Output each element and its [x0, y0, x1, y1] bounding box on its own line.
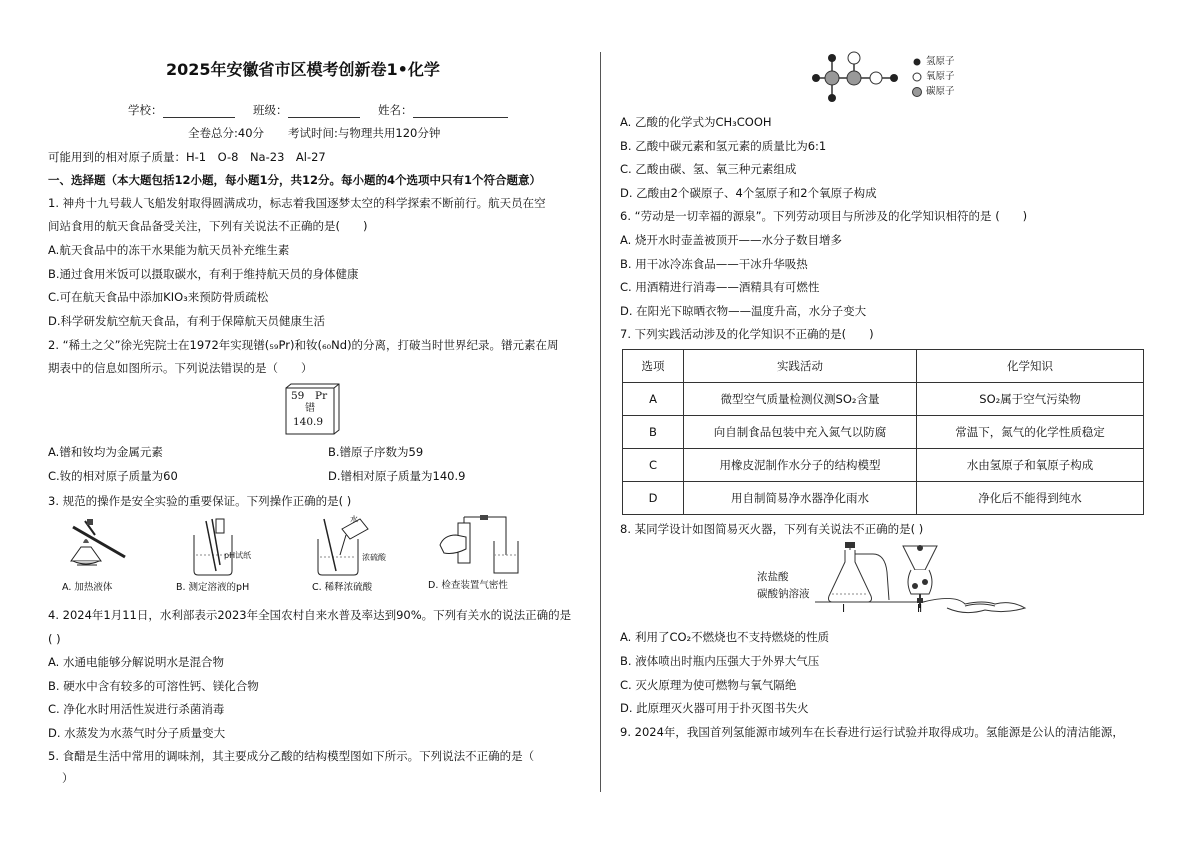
q7-stem: 7. 下列实践活动涉及的化学知识不正确的是( ) — [620, 327, 874, 341]
table-header-row — [623, 350, 1144, 383]
q6-stem: 6. “劳动是一切幸福的源泉”。下列劳动项目与所涉及的化学知识相符的是 ( ) — [620, 209, 1028, 223]
hydrogen-atom-icon — [812, 74, 820, 82]
heating-liquid-figure — [63, 517, 135, 579]
q5-stem-line2: ） — [62, 771, 74, 785]
q8-option-c[interactable]: C. 灭火原理为使可燃物与氧气隔绝 — [620, 678, 797, 692]
table-cell: 常温下，氮气的化学性质稳定 — [917, 416, 1144, 449]
q4-option-c[interactable]: C. 净化水时用活性炭进行杀菌消毒 — [48, 702, 225, 716]
q8-stem: 8. 某同学设计如图简易灭火器，下列有关说法不正确的是( ) — [620, 522, 924, 536]
q5-stem-line1: 5. 食醋是生活中常用的调味剂，其主要成分乙酸的结构模型图如下所示。下列说法不正确的是（ — [48, 749, 535, 763]
page-title: 2025年安徽省市区模考创新卷1•化学 — [166, 60, 440, 79]
score-info: 全卷总分:40分 — [188, 126, 265, 140]
q3-caption-a: A. 加热液体 — [62, 582, 113, 593]
q4-option-b[interactable]: B. 硬水中含有较多的可溶性钙、镁化合物 — [48, 679, 259, 693]
q6-option-c[interactable]: C. 用酒精进行消毒——酒精具有可燃性 — [620, 280, 820, 294]
q6-option-a[interactable]: A. 烧开水时壶盖被顶开——水分子数目增多 — [620, 233, 842, 247]
q1-stem-line2: 间站食用的航天食品备受关注，下列有关说法不正确的是( ) — [48, 219, 368, 233]
q2-stem-line1: 2. “稀土之父”徐光宪院士在1972年实现镨(₅₉Pr)和钕(₆₀Nd)的分离，打破当时世界纪录。镨元素在周 — [48, 338, 559, 352]
hydrogen-atom-icon — [890, 74, 898, 82]
q7-table — [622, 349, 1144, 515]
oxygen-legend-icon — [913, 73, 921, 81]
q4-option-d[interactable]: D. 水蒸发为水蒸气时分子质量变大 — [48, 726, 226, 740]
table-cell: 净化后不能得到纯水 — [917, 482, 1144, 515]
q4-stem-line1: 4. 2024年1月11日，水利部表示2023年全国农村自来水普及率达到90%。下列有关水的说法正确的是 — [48, 608, 572, 622]
time-info: 考试时间:与物理共用120分钟 — [288, 126, 441, 140]
q8-option-b[interactable]: B. 液体喷出时瓶内压强大于外界大气压 — [620, 654, 820, 668]
q5-option-c[interactable]: C. 乙酸由碳、氢、氧三种元素组成 — [620, 162, 797, 176]
airtightness-figure — [436, 515, 522, 577]
element-symbol: Pr — [315, 390, 328, 402]
name-input[interactable] — [413, 105, 508, 118]
name-label: 姓名： — [378, 103, 413, 117]
q3-stem: 3. 规范的操作是安全实验的重要保证。下列操作正确的是( ) — [48, 494, 352, 508]
q2-option-b[interactable]: B.镨原子序数为59 — [328, 445, 424, 459]
table-row[interactable] — [623, 416, 1144, 449]
table-header-cell: 实践活动 — [684, 350, 917, 383]
hydrogen-atom-icon — [828, 54, 836, 62]
q1-stem-line1: 1. 神舟十九号载人飞船发射取得圆满成功，标志着我国逐梦太空的科学探索不断前行。航天员在空 — [48, 196, 546, 210]
q2-option-c[interactable]: C.钕的相对原子质量为60 — [48, 469, 178, 483]
conc-acid-label: 浓硫酸 — [362, 553, 386, 562]
table-cell: C — [623, 449, 684, 482]
q6-option-d[interactable]: D. 在阳光下晾晒衣物——温度升高，水分子变大 — [620, 304, 867, 318]
table-header-cell: 选项 — [623, 350, 684, 383]
table-row[interactable] — [623, 482, 1144, 515]
acetic-acid-model — [810, 50, 914, 106]
q1-option-b[interactable]: B.通过食用米饭可以摄取碳水，有利于维持航天员的身体健康 — [48, 267, 359, 281]
q9-stem: 9. 2024年，我国首列氢能源市域列车在长春进行运行试验并取得成功。氢能源是公认的清洁能源， — [620, 725, 1124, 739]
device-ii-label: Ⅱ — [917, 603, 923, 615]
table-cell: 用橡皮泥制作水分子的结构模型 — [684, 449, 917, 482]
q8-option-a[interactable]: A. 利用了CO₂不燃烧也不支持燃烧的性质 — [620, 630, 830, 644]
table-cell: SO₂属于空气污染物 — [917, 383, 1144, 416]
q3-caption-b: B. 测定溶液的pH — [176, 582, 250, 593]
q6-option-b[interactable]: B. 用干冰冷冻食品——干冰升华吸热 — [620, 257, 808, 271]
q4-option-a[interactable]: A. 水通电能够分解说明水是混合物 — [48, 655, 224, 669]
q1-option-a[interactable]: A.航天食品中的冻干水果能为航天员补充维生素 — [48, 243, 290, 257]
hydrogen-atom-icon — [828, 94, 836, 102]
table-row[interactable] — [623, 449, 1144, 482]
column-divider — [600, 52, 601, 792]
element-name: 镨 — [305, 403, 315, 414]
table-cell: A — [623, 383, 684, 416]
carbon-atom-icon — [847, 71, 861, 85]
fire-extinguisher-figure — [815, 542, 1030, 616]
class-field — [253, 103, 360, 118]
ph-test-figure — [188, 515, 248, 577]
table-cell: D — [623, 482, 684, 515]
table-header-cell: 化学知识 — [917, 350, 1144, 383]
table-cell: 用自制简易净水器净化雨水 — [684, 482, 917, 515]
water-label: 水 — [350, 515, 358, 524]
table-cell: 向自制食品包装中充入氮气以防腐 — [684, 416, 917, 449]
q5-option-d[interactable]: D. 乙酸由2个碳原子、4个氢原子和2个氧原子构成 — [620, 186, 877, 200]
q3-caption-d: D. 检查装置气密性 — [428, 580, 508, 591]
q1-option-c[interactable]: C.可在航天食品中添加KIO₃来预防骨质疏松 — [48, 290, 269, 304]
class-input[interactable] — [288, 105, 360, 118]
element-mass: 140.9 — [293, 416, 324, 428]
school-input[interactable] — [163, 105, 235, 118]
ph-paper-label: pH试纸 — [224, 551, 252, 560]
atomic-masses: 可能用到的相对原子质量：H-1 O-8 Na-23 Al-27 — [48, 150, 326, 164]
oxygen-atom-icon — [848, 52, 860, 64]
sodium-carbonate-label: 碳酸钠溶液 — [757, 588, 810, 600]
carbon-legend-icon — [913, 88, 922, 97]
section1-heading: 一、选择题（本大题包括12小题，每小题1分，共12分。每小题的4个选项中只有1个符合题意） — [48, 173, 542, 187]
table-cell: 水由氢原子和氧原子构成 — [917, 449, 1144, 482]
q2-stem-line2: 期表中的信息如图所示。下列说法错误的是（ ） — [48, 361, 313, 375]
element-card-pr — [286, 385, 340, 435]
table-cell: B — [623, 416, 684, 449]
oxygen-atom-icon — [870, 72, 882, 84]
school-field — [128, 103, 235, 118]
carbon-atom-icon — [825, 71, 839, 85]
q2-option-d[interactable]: D.镨相对原子质量为140.9 — [328, 469, 466, 483]
model-legend-icons — [911, 56, 923, 100]
name-field — [378, 103, 508, 118]
q1-option-d[interactable]: D.科学研发航空航天食品，有利于保障航天员健康生活 — [48, 314, 326, 328]
q5-option-b[interactable]: B. 乙酸中碳元素和氢元素的质量比为6:1 — [620, 139, 827, 153]
q5-option-a[interactable]: A. 乙酸的化学式为CH₃COOH — [620, 115, 772, 129]
table-row[interactable] — [623, 383, 1144, 416]
table-cell: 微型空气质量检测仪测SO₂含量 — [684, 383, 917, 416]
device-i-label: Ⅰ — [842, 603, 846, 615]
element-number: 59 — [291, 390, 305, 402]
dilute-acid-figure — [314, 515, 374, 577]
legend-hydrogen: 氢原子 — [926, 56, 955, 67]
q2-option-a[interactable]: A.镨和钕均为金属元素 — [48, 445, 163, 459]
legend-oxygen: 氧原子 — [926, 71, 955, 82]
q8-option-d[interactable]: D. 此原理灭火器可用于扑灭图书失火 — [620, 701, 809, 715]
school-label: 学校： — [128, 103, 163, 117]
legend-carbon: 碳原子 — [926, 86, 955, 97]
q3-caption-c: C. 稀释浓硫酸 — [312, 582, 373, 593]
q4-stem-line2: ( ) — [48, 632, 61, 646]
class-label: 班级： — [253, 103, 288, 117]
hydrogen-legend-icon — [914, 59, 921, 66]
conc-hcl-label: 浓盐酸 — [757, 571, 789, 583]
